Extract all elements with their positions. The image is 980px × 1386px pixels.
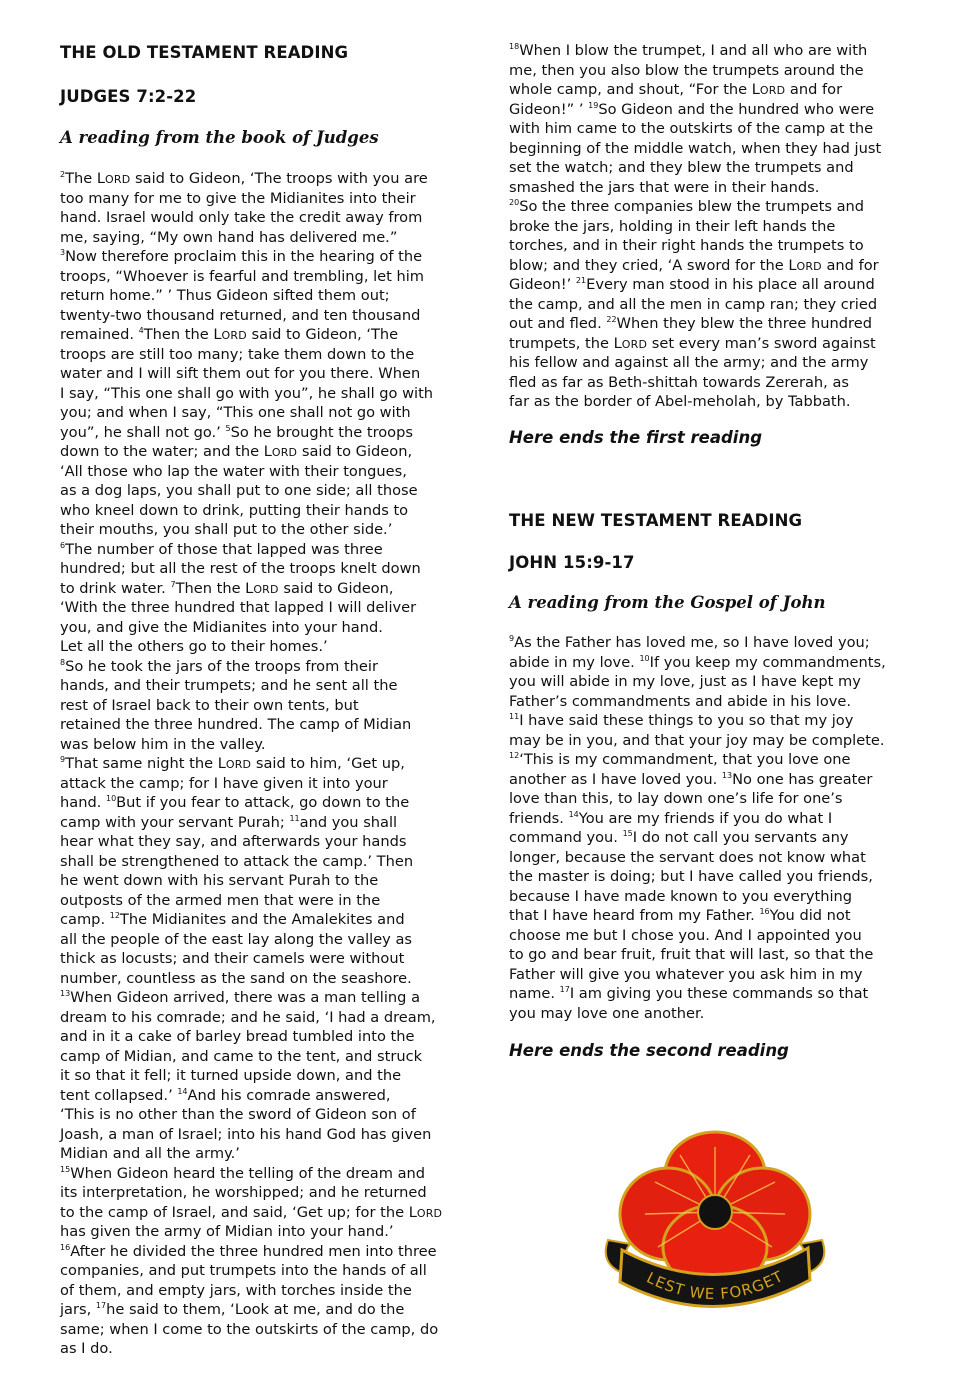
second-reading-ending: Here ends the second reading xyxy=(509,1041,789,1060)
text-line: because I have made known to you everything xyxy=(509,887,853,905)
text-line: water and I will sift them out for you there. When xyxy=(60,365,421,382)
text-line: command you. $^{15}$I do not call you servants any xyxy=(509,829,849,846)
text-line: you; and when I say, “This one shall not go with xyxy=(60,404,411,421)
text-line: me, saying, “My own hand has delivered me.” xyxy=(60,228,398,246)
text-line: $^9$That same night the LORD said to him, ‘Get up, xyxy=(60,755,405,772)
text-line: return home.” ’ Thus Gideon sifted them out; xyxy=(60,287,390,304)
text-line: choose me but I chose you. And I appointed you xyxy=(509,926,862,944)
text-line: $^{16}$After he divided the three hundred men into three xyxy=(60,1242,437,1260)
text-line: to drink water. $^7$Then the LORD said to Gideon, xyxy=(60,579,394,597)
text-line: you will abide in my love, just as I have kept my xyxy=(509,673,861,690)
text-line: $^{12}$‘This is my commandment, that you love one xyxy=(509,751,851,768)
text-line: whole camp, and shout, “For the LORD and for xyxy=(509,81,843,98)
text-line: hand. $^{10}$But if you fear to attack, go down to the xyxy=(60,794,410,811)
text-line: to go and bear fruit, fruit that will last, so that the xyxy=(509,946,874,963)
text-line: has given the army of Midian into your hand.’ xyxy=(60,1223,394,1240)
text-line: $^{20}$So the three companies blew the trumpets and xyxy=(509,198,865,215)
text-line: fled as far as Beth-shittah towards Zererah, as xyxy=(509,373,850,391)
old-testament-text xyxy=(60,169,480,1359)
text-line: he went down with his servant Purah to the xyxy=(60,872,379,889)
text-line: $^{15}$When Gideon heard the telling of the dream and xyxy=(60,1164,426,1182)
text-line: dream to his comrade; and he said, ‘I had a dream, xyxy=(60,1008,436,1026)
text-line: may be in you, and that your joy may be complete. xyxy=(509,731,885,749)
text-line: hand. Israel would only take the credit away from xyxy=(60,209,423,226)
text-line: ‘This is no other than the sword of Gideon son of xyxy=(60,1106,416,1123)
text-line: thick as locusts; and their camels were without xyxy=(60,950,405,967)
text-line: as I do. xyxy=(60,1340,113,1357)
old-testament-heading: THE OLD TESTAMENT READING xyxy=(60,43,349,62)
text-line: of them, and empty jars, with torches inside the xyxy=(60,1281,412,1299)
text-line: set the watch; and they blew the trumpets and xyxy=(509,159,854,176)
text-line: retained the three hundred. The camp of Midian xyxy=(60,716,412,733)
poppy-emblem-icon xyxy=(600,1122,830,1322)
text-line: me, then you also blow the trumpets around the xyxy=(509,61,864,79)
first-reading-ending: Here ends the first reading xyxy=(509,428,763,447)
text-line: hear what they say, and afterwards your hands xyxy=(60,833,407,850)
text-line: Gideon!” ’ $^{19}$So Gideon and the hundred who were xyxy=(509,100,875,118)
old-testament-intro: A reading from the book of Judges xyxy=(60,128,379,147)
text-line: with him came to the outskirts of the camp at the xyxy=(509,120,874,137)
text-line: too many for me to give the Midianites into their xyxy=(60,189,416,207)
text-line: beginning of the middle watch, when they had just xyxy=(509,139,882,157)
text-line: who kneel down to drink, putting their hands to xyxy=(60,501,409,519)
text-line: hands, and their trumpets; and he sent all the xyxy=(60,677,398,694)
text-line: you”, he shall not go.’ $^5$So he brought the troops xyxy=(60,423,413,441)
text-line: $^9$As the Father has loved me, so I have loved you; xyxy=(509,634,870,651)
text-line: same; when I come to the outskirts of the camp, do xyxy=(60,1320,439,1338)
text-line: ‘With the three hundred that lapped I will deliver xyxy=(60,599,417,616)
text-line: $^{18}$When I blow the trumpet, I and all who are with xyxy=(509,42,868,59)
text-line: another as I have loved you. $^{13}$No one has greater xyxy=(509,770,873,788)
text-line: attack the camp; for I have given it into your xyxy=(60,774,388,792)
text-line: their mouths, you shall put to the other side.’ xyxy=(60,521,393,538)
text-line: and in it a cake of barley bread tumbled into the xyxy=(60,1028,415,1045)
text-line: its interpretation, he worshipped; and he returned xyxy=(60,1184,427,1201)
text-line: companies, and put trumpets into the hands of all xyxy=(60,1262,427,1279)
text-line: $^8$So he took the jars of the troops from their xyxy=(60,657,378,675)
banner-text: LEST WE FORGET xyxy=(643,1267,787,1304)
text-line: Midian and all the army.’ xyxy=(60,1145,240,1162)
text-line: blow; and they cried, ‘A sword for the LORD and for xyxy=(509,256,879,274)
text-line: name. $^{17}$I am giving you these commands so that xyxy=(509,985,869,1002)
text-line: remained. $^4$Then the LORD said to Gideon, ‘The xyxy=(60,326,399,343)
new-testament-reference: JOHN 15:9-17 xyxy=(509,553,635,572)
text-line: $^2$The LORD said to Gideon, ‘The troops with you are xyxy=(60,170,428,187)
text-line: number, countless as the sand on the seashore. xyxy=(60,969,412,987)
text-line: you may love one another. xyxy=(509,1004,705,1022)
old-testament-reference: JUDGES 7:2-22 xyxy=(60,87,197,106)
text-line: to the camp of Israel, and said, ‘Get up; for the LORD xyxy=(60,1203,443,1221)
text-line: out and fled. $^{22}$When they blew the three hundred xyxy=(509,315,872,332)
text-line: rest of Israel back to their own tents, but xyxy=(60,696,359,714)
text-line: tent collapsed.’ $^{14}$And his comrade answered, xyxy=(60,1086,391,1104)
text-line: ‘All those who lap the water with their tongues, xyxy=(60,462,407,480)
text-line: twenty-two thousand returned, and ten thousand xyxy=(60,306,421,324)
text-line: longer, because the servant does not know what xyxy=(509,848,866,866)
text-line: troops are still too many; take them down to the xyxy=(60,345,415,363)
old-testament-text-continued xyxy=(509,41,929,412)
text-line: love than this, to lay down one’s life for one’s xyxy=(509,790,843,807)
text-line: broke the jars, holding in their left hands the xyxy=(509,217,836,235)
text-line: smashed the jars that were in their hands. xyxy=(509,178,820,196)
text-line: you, and give the Midianites into your hand. xyxy=(60,618,383,636)
text-line: camp of Midian, and came to the tent, and struck xyxy=(60,1047,423,1065)
new-testament-intro: A reading from the Gospel of John xyxy=(509,593,826,612)
text-line: as a dog laps, you shall put to one side; all those xyxy=(60,482,418,499)
text-line: torches, and in their right hands the trumpets to xyxy=(509,237,864,254)
text-line: was below him in the valley. xyxy=(60,735,266,753)
text-line: the camp, and all the men in camp ran; they cried xyxy=(509,295,878,313)
text-line: troops, “Whoever is fearful and trembling, let him xyxy=(60,267,425,285)
text-line: Gideon!’ $^{21}$Every man stood in his place all around xyxy=(509,276,875,293)
text-line: $^6$The number of those that lapped was three xyxy=(60,540,383,558)
text-line: the master is doing; but I have called you friends, xyxy=(509,868,873,885)
text-line: $^{11}$I have said these things to you so that my joy xyxy=(509,712,854,729)
text-line: it so that it fell; it turned upside down, and the xyxy=(60,1067,402,1084)
text-line: jars, $^{17}$he said to them, ‘Look at me, and do the xyxy=(60,1301,405,1318)
text-line: outposts of the armed men that were in the xyxy=(60,891,381,909)
text-line: Joash, a man of Israel; into his hand God has given xyxy=(60,1125,432,1143)
text-line: camp. $^{12}$The Midianites and the Amalekites and xyxy=(60,911,405,928)
text-line: Father will give you whatever you ask him in my xyxy=(509,965,863,983)
new-testament-text xyxy=(509,633,929,1023)
new-testament-heading: THE NEW TESTAMENT READING xyxy=(509,511,803,530)
text-line: abide in my love. $^{10}$If you keep my commandments, xyxy=(509,653,886,671)
text-line: $^3$Now therefore proclaim this in the hearing of the xyxy=(60,248,423,265)
text-line: all the people of the east lay along the valley as xyxy=(60,930,412,948)
text-line: I say, “This one shall go with you”, he shall go with xyxy=(60,384,434,402)
text-line: his fellow and against all the army; and the army xyxy=(509,354,869,371)
text-line: Let all the others go to their homes.’ xyxy=(60,638,328,655)
text-line: down to the water; and the LORD said to Gideon, xyxy=(60,443,413,460)
text-line: hundred; but all the rest of the troops knelt down xyxy=(60,560,421,577)
text-line: that I have heard from my Father. $^{16}$You did not xyxy=(509,907,851,924)
text-line: friends. $^{14}$You are my friends if you do what I xyxy=(509,809,833,827)
text-line: $^{13}$When Gideon arrived, there was a man telling a xyxy=(60,989,421,1006)
poppy-center xyxy=(698,1195,732,1229)
text-line: far as the border of Abel-meholah, by Tabbath. xyxy=(509,393,851,410)
text-line: shall be strengthened to attack the camp.’ Then xyxy=(60,852,414,870)
text-line: trumpets, the LORD set every man’s sword against xyxy=(509,334,876,352)
text-line: camp with your servant Purah; $^{11}$and you shall xyxy=(60,813,398,831)
text-line: Father’s commandments and abide in his love. xyxy=(509,692,852,710)
